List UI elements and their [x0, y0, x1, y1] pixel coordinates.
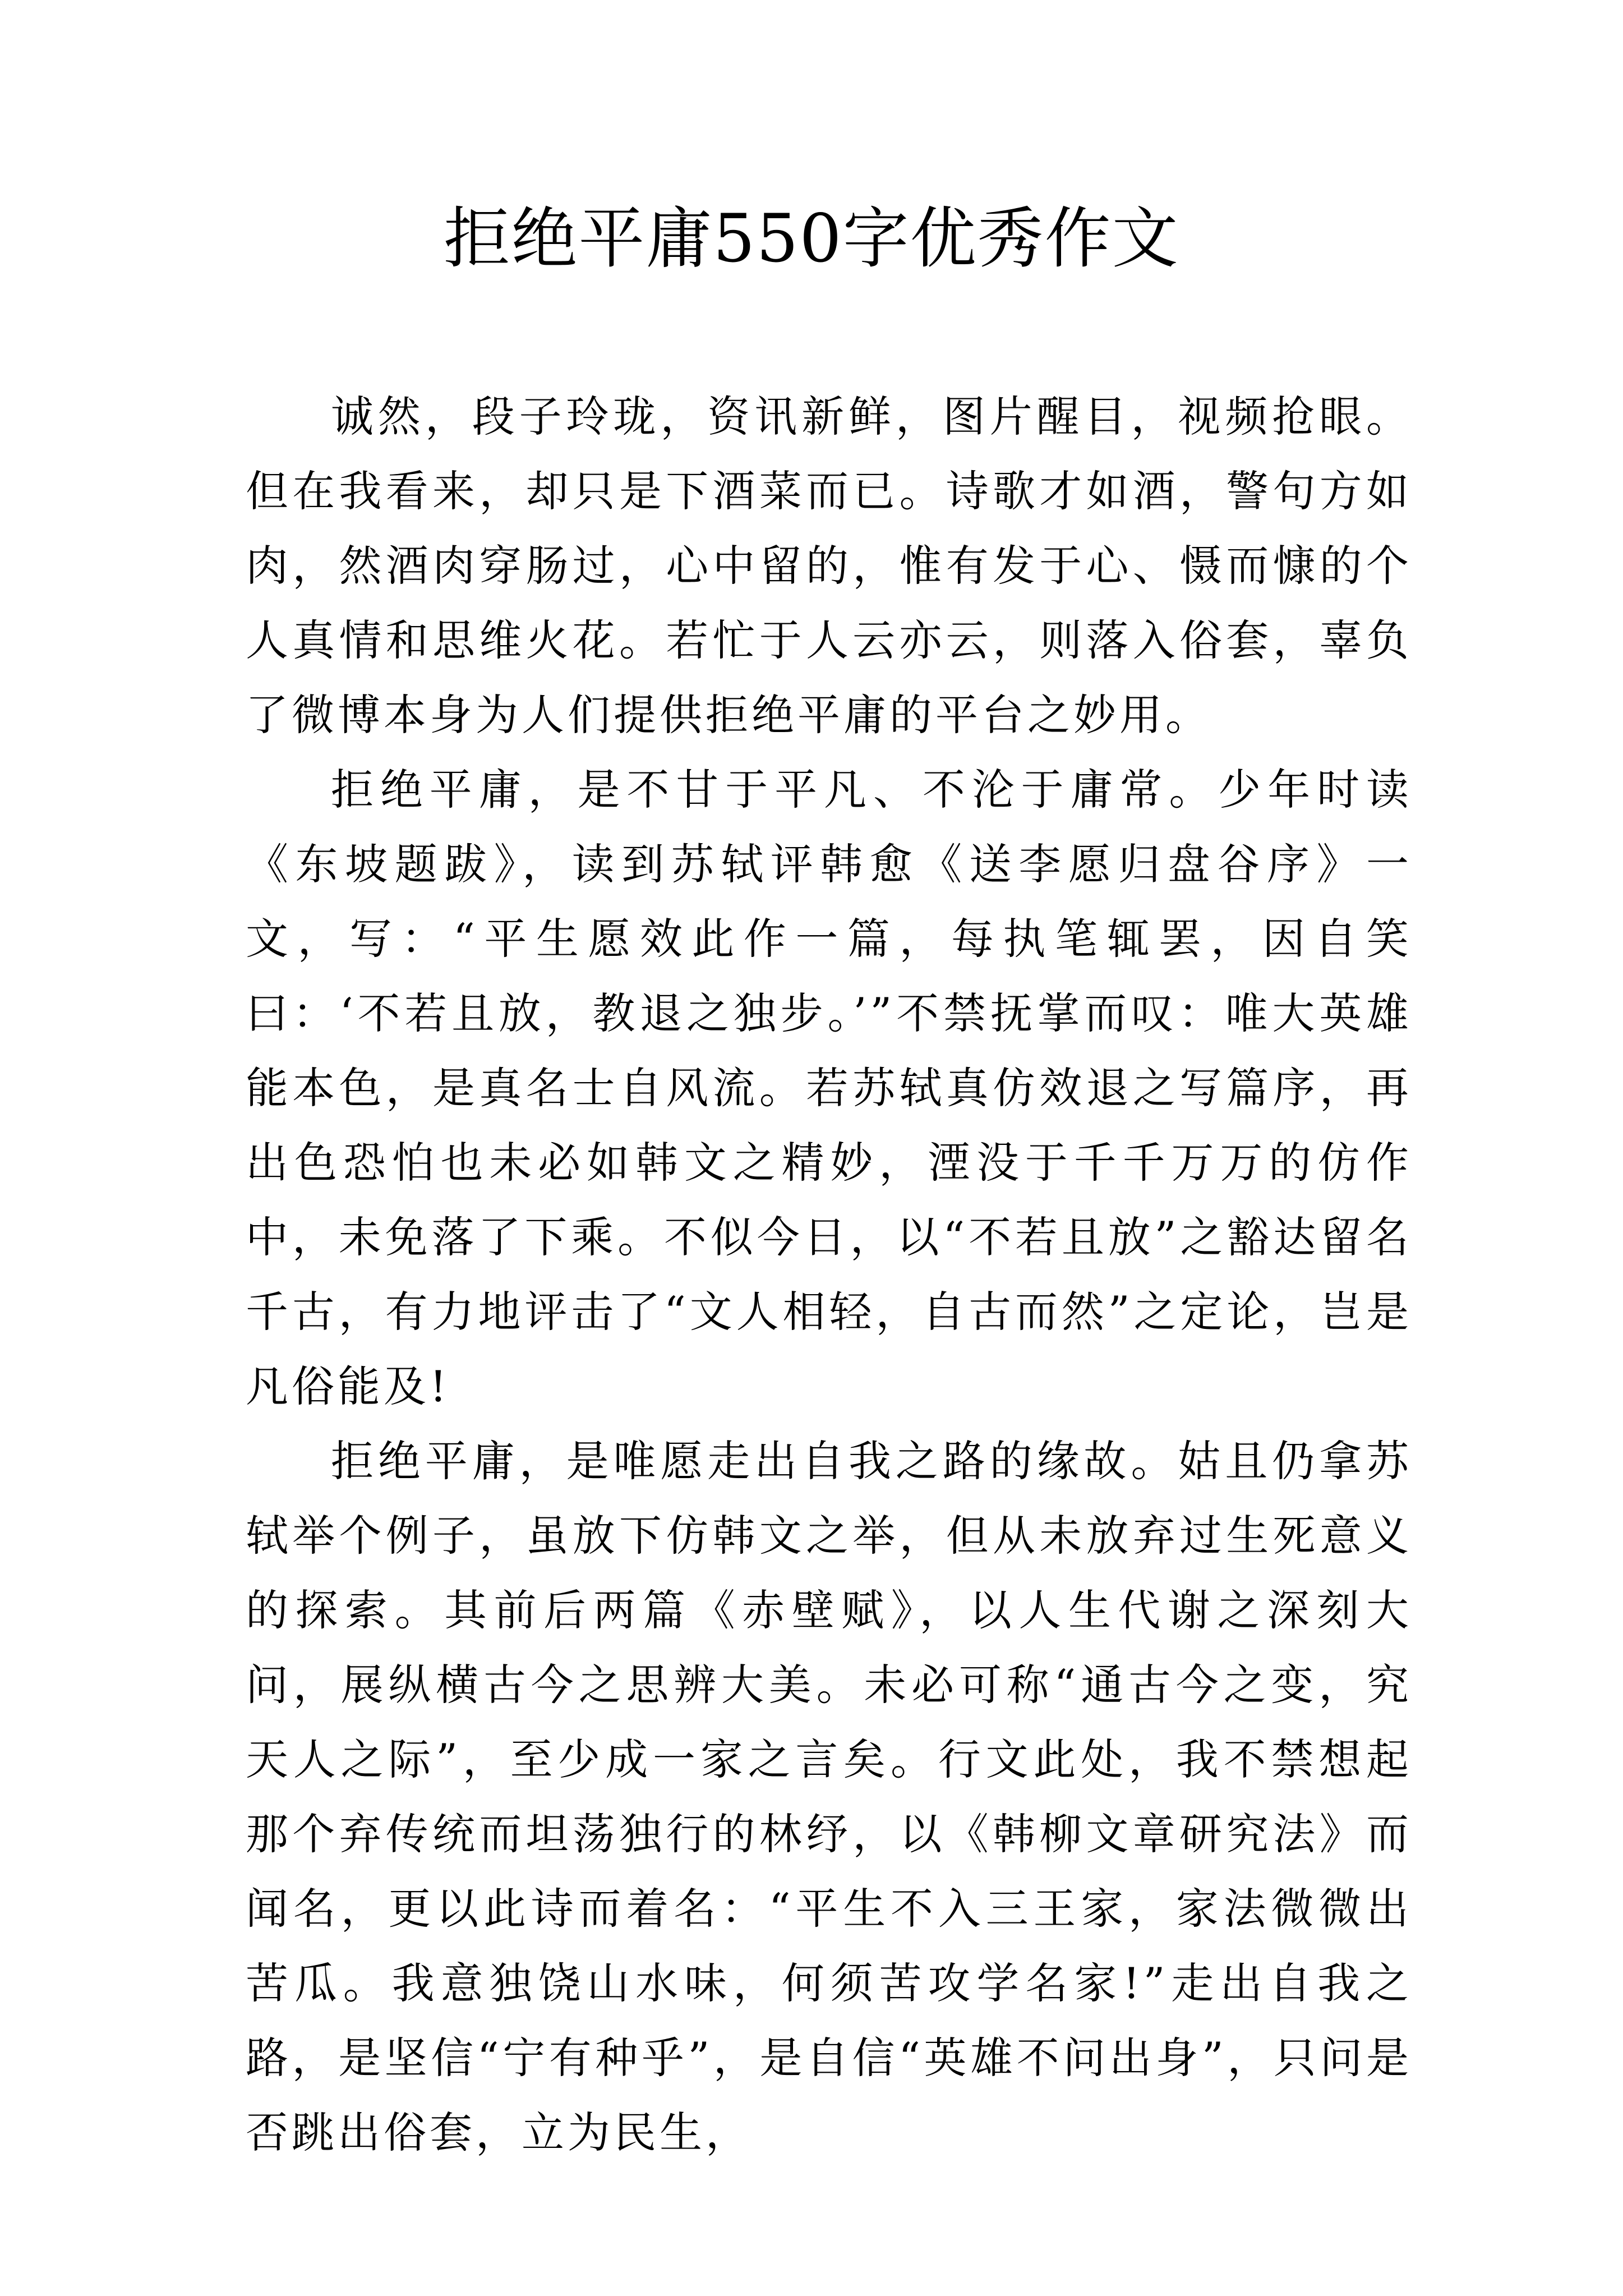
- document-body: [246, 379, 1412, 2170]
- paragraph-2: 拒绝平庸，是不甘于平凡、不沦于庸常。少年时读《东坡题跋》，读到苏轼评韩愈《送李愿归盘谷序》一文，写：“平生愿效此作一篇，每执笔辄罢，因自笑曰：‘不若且放，教退之独步。’”不禁抚掌而叹：唯大英雄能本色，是真名士自风流。若苏轼真仿效退之写篇序，再出色恐怕也未必如韩文之精妙，湮没于千千万万的仿作中，未免落了下乘。不似今日，以“不若且放”之豁达留名千古，有力地评击了“文人相轻，自古而然”之定论，岂是凡俗能及!: [246, 765, 1412, 1411]
- paragraph-3: 拒绝平庸，是唯愿走出自我之路的缘故。姑且仍拿苏轼举个例子，虽放下仿韩文之举，但从未放弃过生死意义的探索。其前后两篇《赤壁赋》，以人生代谢之深刻大问，展纵横古今之思辨大美。未必可称“通古今之变，究天人之际”，至少成一家之言矣。行文此处，我不禁想起那个弃传统而坦荡独行的林纾，以《韩柳文章研究法》而闻名，更以此诗而着名：“平生不入三王家，家法微微出苦瓜。我意独饶山水味，何须苦攻学名家!”走出自我之路，是坚信“宁有种乎”，是自信“英雄不问出身”，只问是否跳出俗套，立为民生，: [246, 1436, 1412, 2157]
- paragraph-1: 诚然，段子玲珑，资讯新鲜，图片醒目，视频抢眼。但在我看来，却只是下酒菜而已。诗歌才如酒，警句方如肉，然酒肉穿肠过，心中留的，惟有发于心、慑而慷的个人真情和思维火花。若忙于人云亦云，则落入俗套，辜负了微博本身为人们提供拒绝平庸的平台之妙用。: [246, 392, 1412, 740]
- document-title: 拒绝平庸550字优秀作文: [444, 200, 1179, 277]
